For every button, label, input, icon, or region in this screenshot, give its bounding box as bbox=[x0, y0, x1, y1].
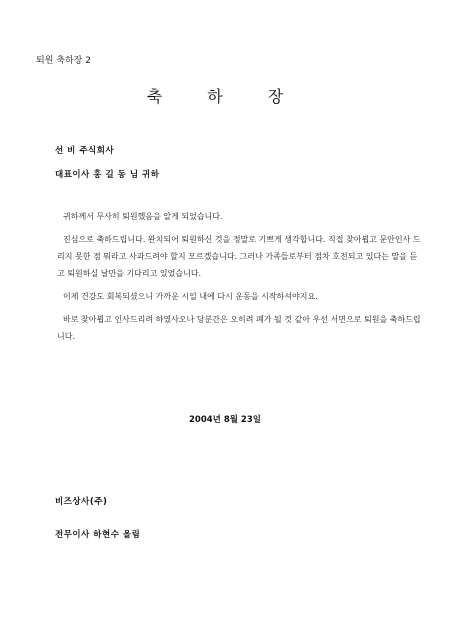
document-header-label: 퇴원 축하장 2 bbox=[36, 56, 91, 66]
document-title: 축 하 장 bbox=[146, 87, 304, 106]
letter-body bbox=[57, 208, 423, 351]
sender-name: 전무이사 하현수 올림 bbox=[55, 530, 141, 540]
recipient-company: 선 비 주식회사 bbox=[55, 146, 115, 156]
body-paragraph: 진심으로 축하드립니다. 완치되어 퇴원하신 것을 정말로 기쁘게 생각합니다. 직접 찾아뵙고 문안인사 드리지 못한 점 뭐라고 사과드려야 할지 모르겠습니다. 그러나 가족들로부터 점차 호전되고 있다는 말을 듣고 퇴원하실 날만을 기다리고 있었습니다. bbox=[57, 235, 421, 278]
letter-date: 2004년 8월 23일 bbox=[189, 415, 261, 425]
sender-company: 비즈상사(주) bbox=[55, 497, 108, 507]
recipient-name: 대표이사 홍 길 동 님 귀하 bbox=[55, 170, 160, 180]
body-paragraph: 바로 찾아뵙고 인사드리려 하였사오나 당분간은 오히려 폐가 될 것 같아 우선 서면으로 퇴원을 축하드립니다. bbox=[57, 315, 421, 341]
body-paragraph: 귀하께서 무사히 퇴원했음을 알게 되었습니다. bbox=[63, 212, 223, 221]
body-paragraph: 이제 건강도 회복되셨으니 가까운 시일 내에 다시 운동을 시작하셔야지요. bbox=[63, 292, 318, 301]
